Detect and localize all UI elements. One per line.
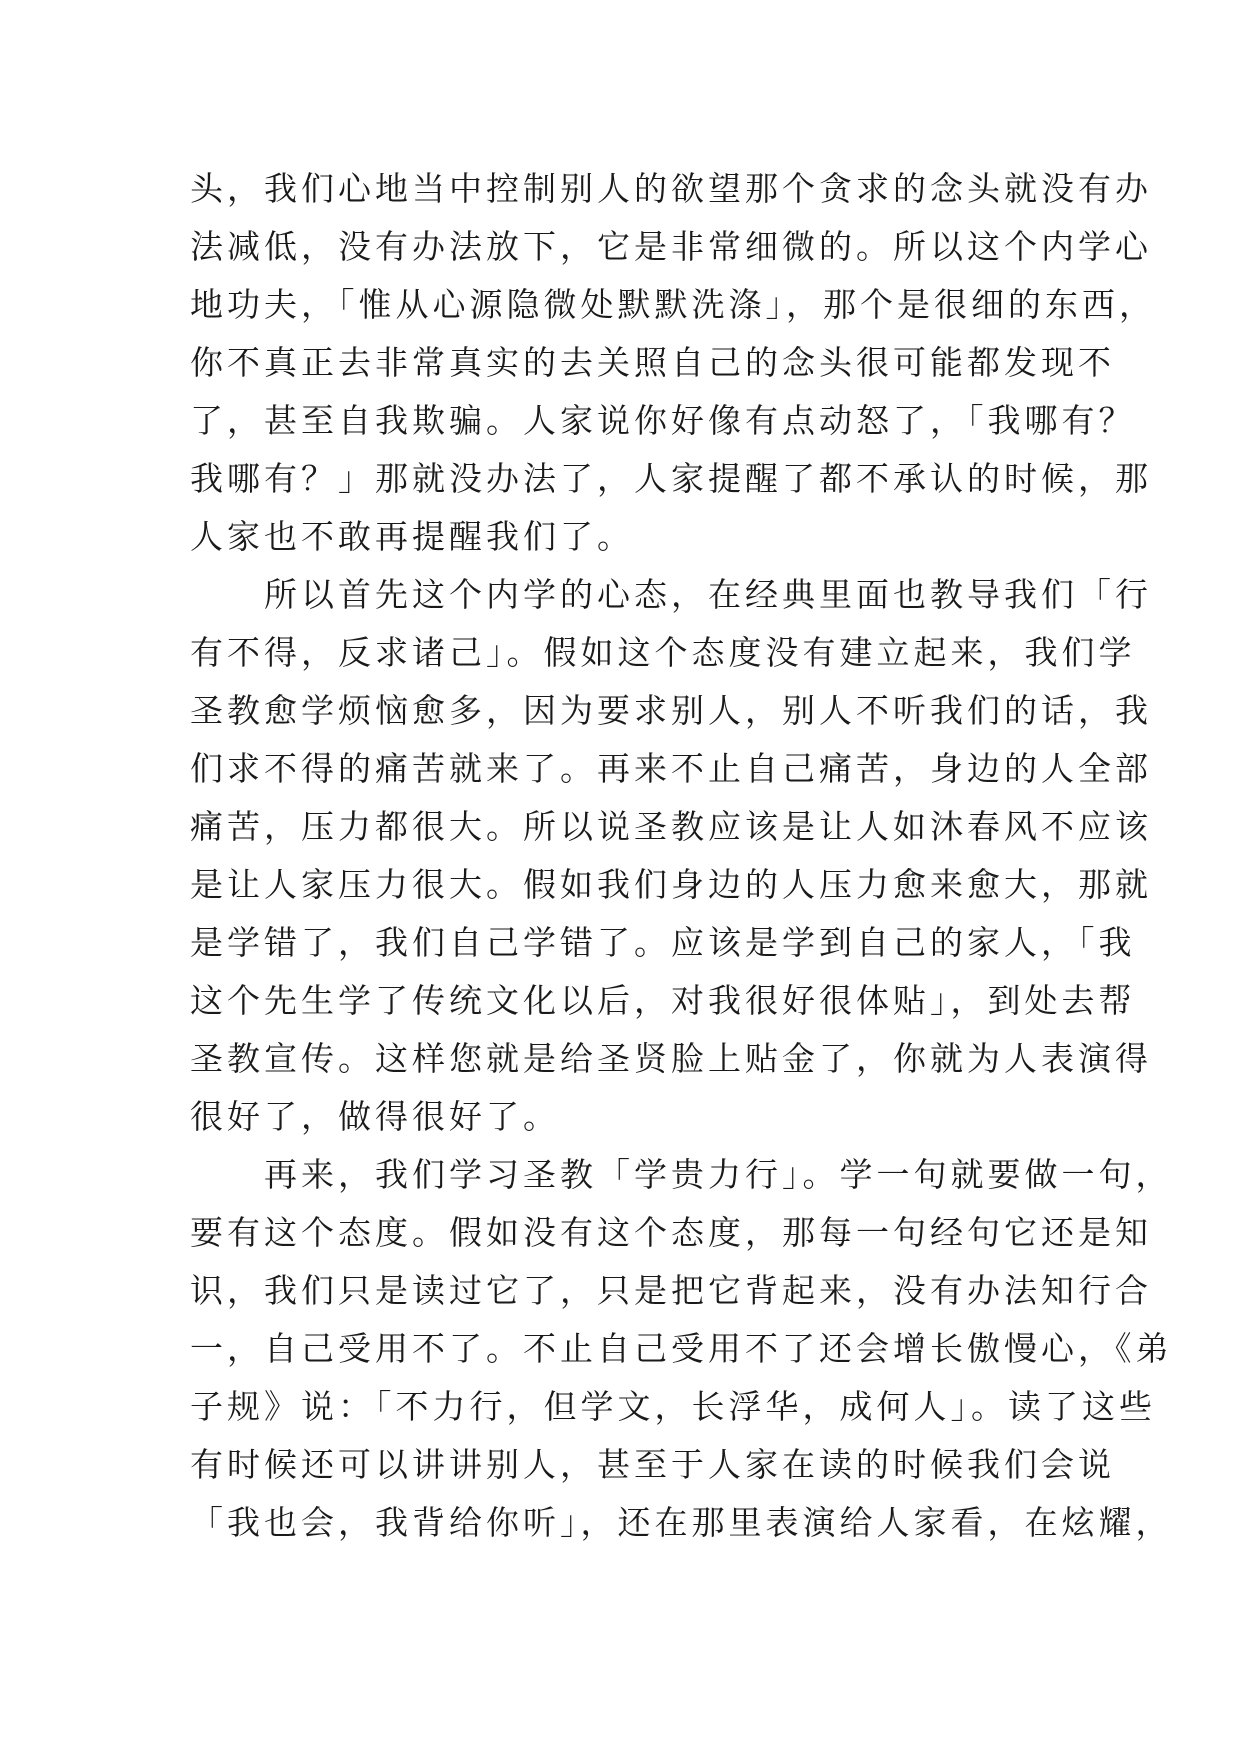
text-line: 再来，我们学习圣教「学贵力行」。学一句就要做一句， [190,1155,1173,1194]
text-line: 识，我们只是读过它了，只是把它背起来，没有办法知行合 [190,1271,1152,1310]
text-line: 头，我们心地当中控制别人的欲望那个贪求的念头就没有办 [190,169,1152,208]
text-line: 圣教宣传。这样您就是给圣贤脸上贴金了，你就为人表演得 [190,1039,1152,1078]
text-line: 法减低，没有办法放下，它是非常细微的。所以这个内学心 [190,227,1152,266]
text-line: 「我也会，我背给你听」，还在那里表演给人家看，在炫耀， [190,1503,1173,1542]
text-line: 要有这个态度。假如没有这个态度，那每一句经句它还是知 [190,1213,1152,1252]
text-line: 有时候还可以讲讲别人，甚至于人家在读的时候我们会说 [190,1445,1115,1484]
text-line: 我哪有？」那就没办法了，人家提醒了都不承认的时候，那 [190,459,1152,498]
text-line: 地功夫，「惟从心源隐微处默默洗涤」，那个是很细的东西， [190,285,1156,324]
text-line: 有不得，反求诸己」。假如这个态度没有建立起来，我们学 [190,633,1136,672]
text-line: 们求不得的痛苦就来了。再来不止自己痛苦，身边的人全部 [190,749,1152,788]
paragraph-2 [190,566,1152,1146]
text-line: 是让人家压力很大。假如我们身边的人压力愈来愈大，那就 [190,865,1152,904]
text-line: 子规》说：「不力行，但学文，长浮华，成何人」。读了这些 [190,1387,1156,1426]
text-line: 所以首先这个内学的心态，在经典里面也教导我们「行 [190,575,1152,614]
paragraph-1 [190,160,1156,566]
text-line: 痛苦，压力都很大。所以说圣教应该是让人如沐春风不应该 [190,807,1152,846]
text-line: 人家也不敢再提醒我们了。 [190,517,634,556]
text-line: 了，甚至自我欺骗。人家说你好像有点动怒了，「我哪有？ [190,401,1136,440]
text-line: 这个先生学了传统文化以后，对我很好很体贴」，到处去帮 [190,981,1136,1020]
text-line: 是学错了，我们自己学错了。应该是学到自己的家人，「我 [190,923,1136,962]
text-line: 你不真正去非常真实的去关照自己的念头很可能都发现不 [190,343,1115,382]
text-line: 圣教愈学烦恼愈多，因为要求别人，别人不听我们的话，我 [190,691,1152,730]
paragraph-3 [190,1146,1173,1552]
document-body [190,160,1173,1552]
text-line: 很好了，做得很好了。 [190,1097,560,1136]
text-line: 一，自己受用不了。不止自己受用不了还会增长傲慢心，《弟 [190,1329,1173,1368]
